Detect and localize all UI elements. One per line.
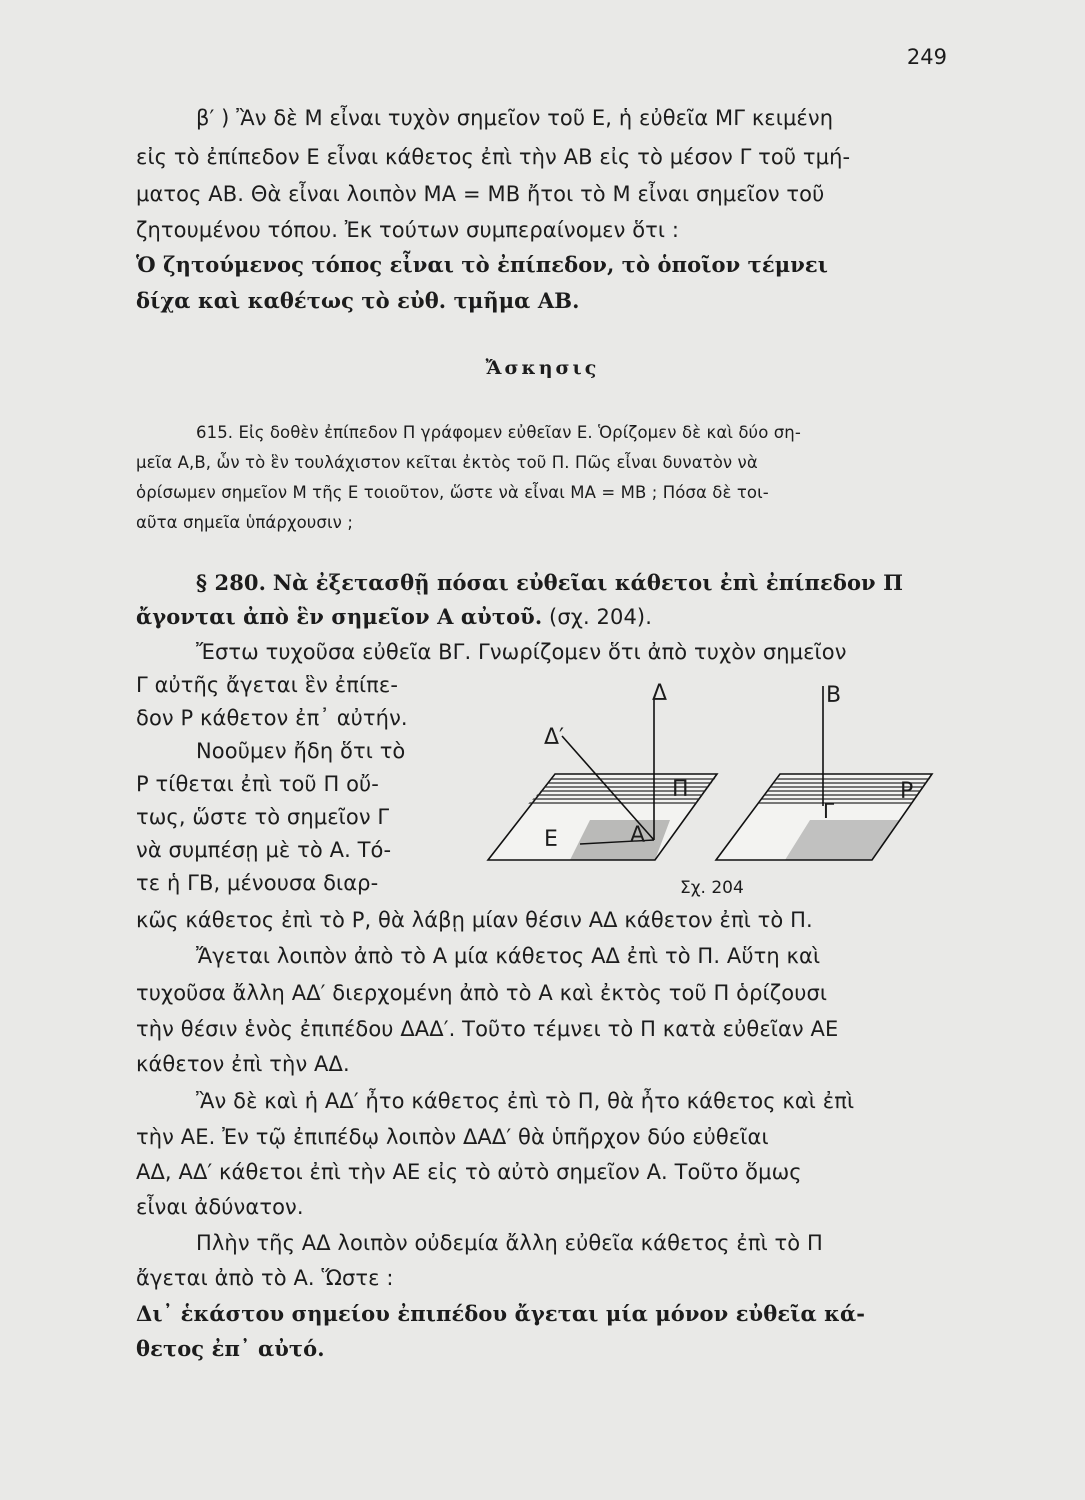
body-line: τυχοῦσα ἄλλη ΑΔ′ διερχομένη ἀπὸ τὸ Α καὶ ἐκτὸς τοῦ Π ὁρίζουσι — [136, 981, 828, 1005]
body-line: εἶναι ἀδύνατον. — [136, 1195, 304, 1219]
body-line: κῶς κάθετος ἐπὶ τὸ Ρ, θὰ λάβῃ μίαν θέσιν ΑΔ κάθετον ἐπὶ τὸ Π. — [136, 908, 813, 932]
section-title-1: Νὰ ἐξετασθῇ πόσαι εὐθεῖαι κάθετοι ἐπὶ ἐπίπεδον Π — [272, 570, 904, 595]
exercise-line: μεῖα Α,Β, ὧν τὸ ἓν τουλάχιστον κεῖται ἐκτὸς τοῦ Π. Πῶς εἶναι δυνατὸν νὰ — [136, 453, 758, 472]
body-line: κάθετον ἐπὶ τὴν ΑΔ. — [136, 1052, 350, 1076]
figure-204 — [480, 670, 950, 880]
body-line: Γ αὐτῆς ἄγεται ἓν ἐπίπε- — [136, 673, 399, 697]
page-number: 249 — [906, 45, 947, 69]
label-delta-prime: Δ′ — [544, 725, 565, 750]
body-line: τε ἡ ΓΒ, μένουσα διαρ- — [136, 871, 379, 895]
exercise-line: 615. Εἰς δοθὲν ἐπίπεδον Π γράφομεν εὐθεῖαν Ε. Ὁρίζομεν δὲ καὶ δύο ση- — [196, 423, 801, 442]
body-line: Ἄγεται λοιπὸν ἀπὸ τὸ Α μία κάθετος ΑΔ ἐπὶ τὸ Π. Αὕτη καὶ — [196, 944, 821, 968]
label-epsilon: Ε — [544, 827, 558, 852]
label-beta: Β — [826, 683, 842, 708]
body-line: Ἂν δὲ καὶ ἡ ΑΔ′ ἦτο κάθετος ἐπὶ τὸ Π, θὰ ἦτο κάθετος καὶ ἐπὶ — [196, 1089, 855, 1113]
body-line: νὰ συμπέσῃ μὲ τὸ Α. Τό- — [136, 838, 392, 862]
body-line: Ἔστω τυχοῦσα εὐθεῖα ΒΓ. Γνωρίζομεν ὅτι ἀπὸ τυχὸν σημεῖον — [196, 640, 847, 664]
label-gamma: Γ — [823, 799, 835, 823]
conclusion-line: θετος ἐπ᾿ αὐτό. — [136, 1336, 325, 1361]
label-alpha: Α — [630, 823, 646, 848]
section-title — [196, 570, 903, 595]
text-line: ματος ΑΒ. Θὰ εἶναι λοιπὸν ΜΑ = ΜΒ ἤτοι τὸ Μ εἶναι σημεῖον τοῦ — [136, 182, 825, 206]
figure-caption: Σχ. 204 — [680, 878, 744, 898]
section-number: § 280. — [196, 570, 267, 595]
body-line: Ρ τίθεται ἐπὶ τοῦ Π οὔ- — [136, 772, 379, 796]
figure-ref: (σχ. 204). — [549, 605, 652, 629]
label-rho: Ρ — [900, 779, 914, 804]
body-line: ΑΔ, ΑΔ′ κάθετοι ἐπὶ τὴν ΑΕ εἰς τὸ αὐτὸ σημεῖον Α. Τοῦτο ὅμως — [136, 1160, 802, 1184]
conclusion-line: δίχα καὶ καθέτως τὸ εὐθ. τμῆμα ΑΒ. — [136, 288, 580, 313]
exercise-heading: Ἄσκησις — [485, 357, 600, 379]
body-line: τὴν ΑΕ. Ἐν τῷ ἐπιπέδῳ λοιπὸν ΔΑΔ′ θὰ ὑπῆρχον δύο εὐθεῖαι — [136, 1125, 769, 1149]
conclusion-line: Ὁ ζητούμενος τόπος εἶναι τὸ ἐπίπεδον, τὸ ὁποῖον τέμνει — [136, 252, 829, 277]
body-line: Νοοῦμεν ἤδη ὅτι τὸ — [196, 739, 406, 763]
text-line: εἰς τὸ ἐπίπεδον Ε εἶναι κάθετος ἐπὶ τὴν ΑΒ εἰς τὸ μέσον Γ τοῦ τμή- — [136, 145, 851, 169]
text-line: ζητουμένου τόπου. Ἐκ τούτων συμπεραίνομεν ὅτι : — [136, 218, 680, 242]
body-line: ἄγεται ἀπὸ τὸ Α. Ὥστε : — [136, 1266, 394, 1290]
section-title-cont — [136, 604, 652, 629]
conclusion-line: Δι᾿ ἑκάστου σημείου ἐπιπέδου ἄγεται μία μόνον εὐθεῖα κά- — [136, 1301, 866, 1326]
label-delta: Δ — [652, 681, 668, 706]
exercise-line: αῦτα σημεῖα ὑπάρχουσιν ; — [136, 513, 353, 532]
body-line: δον Ρ κάθετον ἐπ᾿ αὐτήν. — [136, 706, 408, 730]
body-line: Πλὴν τῆς ΑΔ λοιπὸν οὐδεμία ἄλλη εὐθεῖα κάθετος ἐπὶ τὸ Π — [196, 1231, 823, 1255]
text-line: β′ ) Ἂν δὲ Μ εἶναι τυχὸν σημεῖον τοῦ Ε, ἡ εὐθεῖα ΜΓ κειμένη — [196, 106, 834, 130]
section-title-2: ἄγονται ἀπὸ ἓν σημεῖον Α αὐτοῦ. — [136, 604, 543, 629]
body-line: τως, ὥστε τὸ σημεῖον Γ — [136, 805, 390, 829]
exercise-line: ὁρίσωμεν σημεῖον Μ τῆς Ε τοιοῦτον, ὥστε νὰ εἶναι ΜΑ = ΜΒ ; Πόσα δὲ τοι- — [136, 483, 769, 502]
label-pi: Π — [672, 777, 689, 802]
plane-shading — [528, 776, 717, 804]
body-line: τὴν θέσιν ἑνὸς ἐπιπέδου ΔΑΔ′. Τοῦτο τέμνει τὸ Π κατὰ εὐθεῖαν ΑΕ — [136, 1017, 839, 1041]
